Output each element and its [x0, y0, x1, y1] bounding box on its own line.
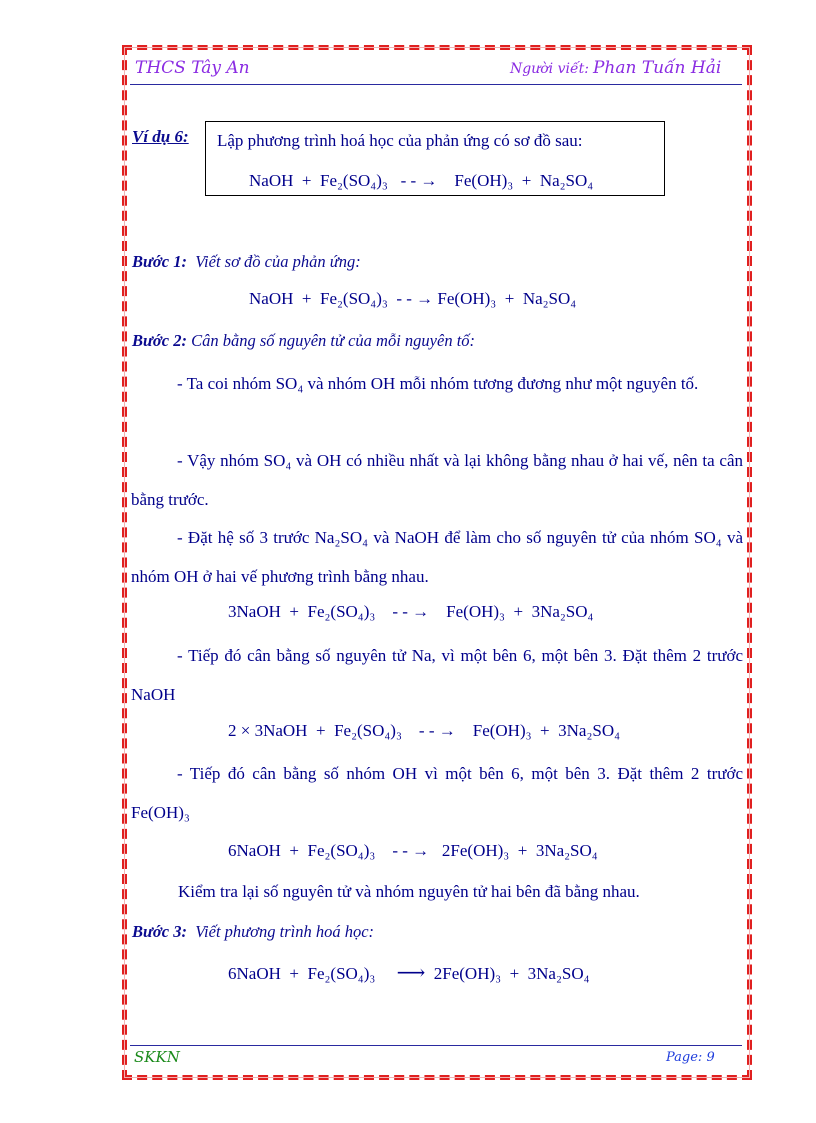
- eq-rhs1: Fe(OH)₃: [446, 602, 505, 621]
- eq-lhs1: 3NaOH: [228, 602, 281, 621]
- eq-arrow: - - →: [400, 171, 438, 190]
- eq-rhs2: 3Na₂SO₄: [558, 721, 621, 740]
- eq-lhs1: 6NaOH: [228, 841, 281, 860]
- step2-label: Bước 2:: [132, 331, 187, 350]
- eq-rhs1: Fe(OH)₃: [437, 289, 497, 308]
- equation-2: 3NaOH + Fe₂(SO₄)₃ - - → Fe(OH)₃ + 3Na₂SO₄: [228, 602, 594, 621]
- example-prompt: Lập phương trình hoá học của phản ứng có sơ đồ sau:: [217, 131, 583, 150]
- step2-text: Cân bằng số nguyên tử của mỗi nguyên tố:: [191, 331, 476, 350]
- step1-label: Bước 1:: [132, 252, 187, 271]
- header-author: [510, 58, 721, 78]
- header-rule: [130, 84, 742, 85]
- eq-rhs2: 3Na₂SO₄: [535, 841, 598, 860]
- step3-heading: [132, 922, 374, 942]
- scheme-equation: NaOH + Fe₂(SO₄)₃ - - → Fe(OH)₃ + Na₂SO₄: [249, 171, 594, 190]
- eq-arrow: ⟶: [396, 962, 426, 984]
- eq-lhs1: 6NaOH: [228, 964, 281, 983]
- eq-rhs2: 3Na₂SO₄: [527, 964, 590, 983]
- step1-heading: [132, 252, 361, 272]
- eq-rhs2: Na₂SO₄: [539, 171, 594, 190]
- eq-lhs1: NaOH: [249, 171, 294, 190]
- step2-paragraph-6: Kiểm tra lại số nguyên tử và nhóm nguyên tử hai bên đã bằng nhau.: [178, 882, 640, 901]
- step2-paragraph-1: - Ta coi nhóm SO₄ và nhóm OH mỗi nhóm tương đương như một nguyên tố.: [177, 374, 699, 393]
- eq-arrow: - - →: [392, 841, 430, 860]
- step2-paragraph-4: - Tiếp đó cân bằng số nguyên tử Na, vì một bên 6, một bên 3. Đặt thêm 2 trước NaOH: [131, 646, 743, 704]
- header-author-label: Người viết:: [510, 61, 589, 77]
- header-school: THCS Tây An: [135, 58, 250, 78]
- eq-lhs1: NaOH: [249, 289, 294, 308]
- example-label: Ví dụ 6:: [132, 127, 189, 146]
- eq-rhs1: 2Fe(OH)₃: [433, 964, 502, 983]
- eq-arrow: - - →: [396, 289, 434, 308]
- eq-lhs2: Fe₂(SO₄)₃: [307, 964, 376, 983]
- step3-text: Viết phương trình hoá học:: [195, 922, 375, 941]
- step2-paragraph-3: - Đặt hệ số 3 trước Na₂SO₄ và NaOH để làm cho số nguyên tử của nhóm SO₄ và nhóm OH ở hai vế phương trình bằng nhau.: [131, 528, 743, 586]
- equation-4: 6NaOH + Fe₂(SO₄)₃ - - → 2Fe(OH)₃ + 3Na₂SO₄: [228, 841, 598, 860]
- step1-text: Viết sơ đồ của phản ứng:: [195, 252, 361, 271]
- eq-lhs2: Fe₂(SO₄)₃: [334, 721, 402, 740]
- eq-arrow: - - →: [418, 721, 456, 740]
- eq-lhs2: Fe₂(SO₄)₃: [307, 841, 376, 860]
- step2-heading: [132, 331, 475, 351]
- equation-3: 2 × 3NaOH + Fe₂(SO₄)₃ - - → Fe(OH)₃ + 3Na₂SO₄: [228, 721, 621, 740]
- footer-left: SKKN: [134, 1048, 180, 1066]
- header-author-name: Phan Tuấn Hải: [592, 58, 722, 78]
- footer-page: Page: 9: [666, 1050, 715, 1065]
- eq-rhs1: 2Fe(OH)₃: [441, 841, 510, 860]
- footer-rule: [130, 1045, 742, 1046]
- step2-paragraph-2: - Vậy nhóm SO₄ và OH có nhiều nhất và lại không bằng nhau ở hai vế, nên ta cân bằng trước.: [131, 451, 743, 509]
- eq-rhs1: Fe(OH)₃: [472, 721, 532, 740]
- step2-paragraph-5: - Tiếp đó cân bằng số nhóm OH vì một bên 6, một bên 3. Đặt thêm 2 trước Fe(OH)₃: [131, 764, 743, 822]
- eq-lhs2: Fe₂(SO₄)₃: [319, 171, 388, 190]
- final-equation: 6NaOH + Fe₂(SO₄)₃ ⟶ 2Fe(OH)₃ + 3Na₂SO₄: [228, 962, 590, 984]
- eq-lhs1: 2 × 3NaOH: [228, 721, 308, 740]
- eq-rhs2: 3Na₂SO₄: [531, 602, 594, 621]
- eq-rhs1: Fe(OH)₃: [454, 171, 514, 190]
- eq-lhs2: Fe₂(SO₄)₃: [307, 602, 376, 621]
- eq-lhs2: Fe₂(SO₄)₃: [319, 289, 388, 308]
- eq-rhs2: Na₂SO₄: [522, 289, 577, 308]
- step3-label: Bước 3:: [132, 922, 187, 941]
- step1-equation: NaOH + Fe₂(SO₄)₃ - - → Fe(OH)₃ + Na₂SO₄: [249, 289, 577, 308]
- eq-arrow: - - →: [392, 602, 430, 621]
